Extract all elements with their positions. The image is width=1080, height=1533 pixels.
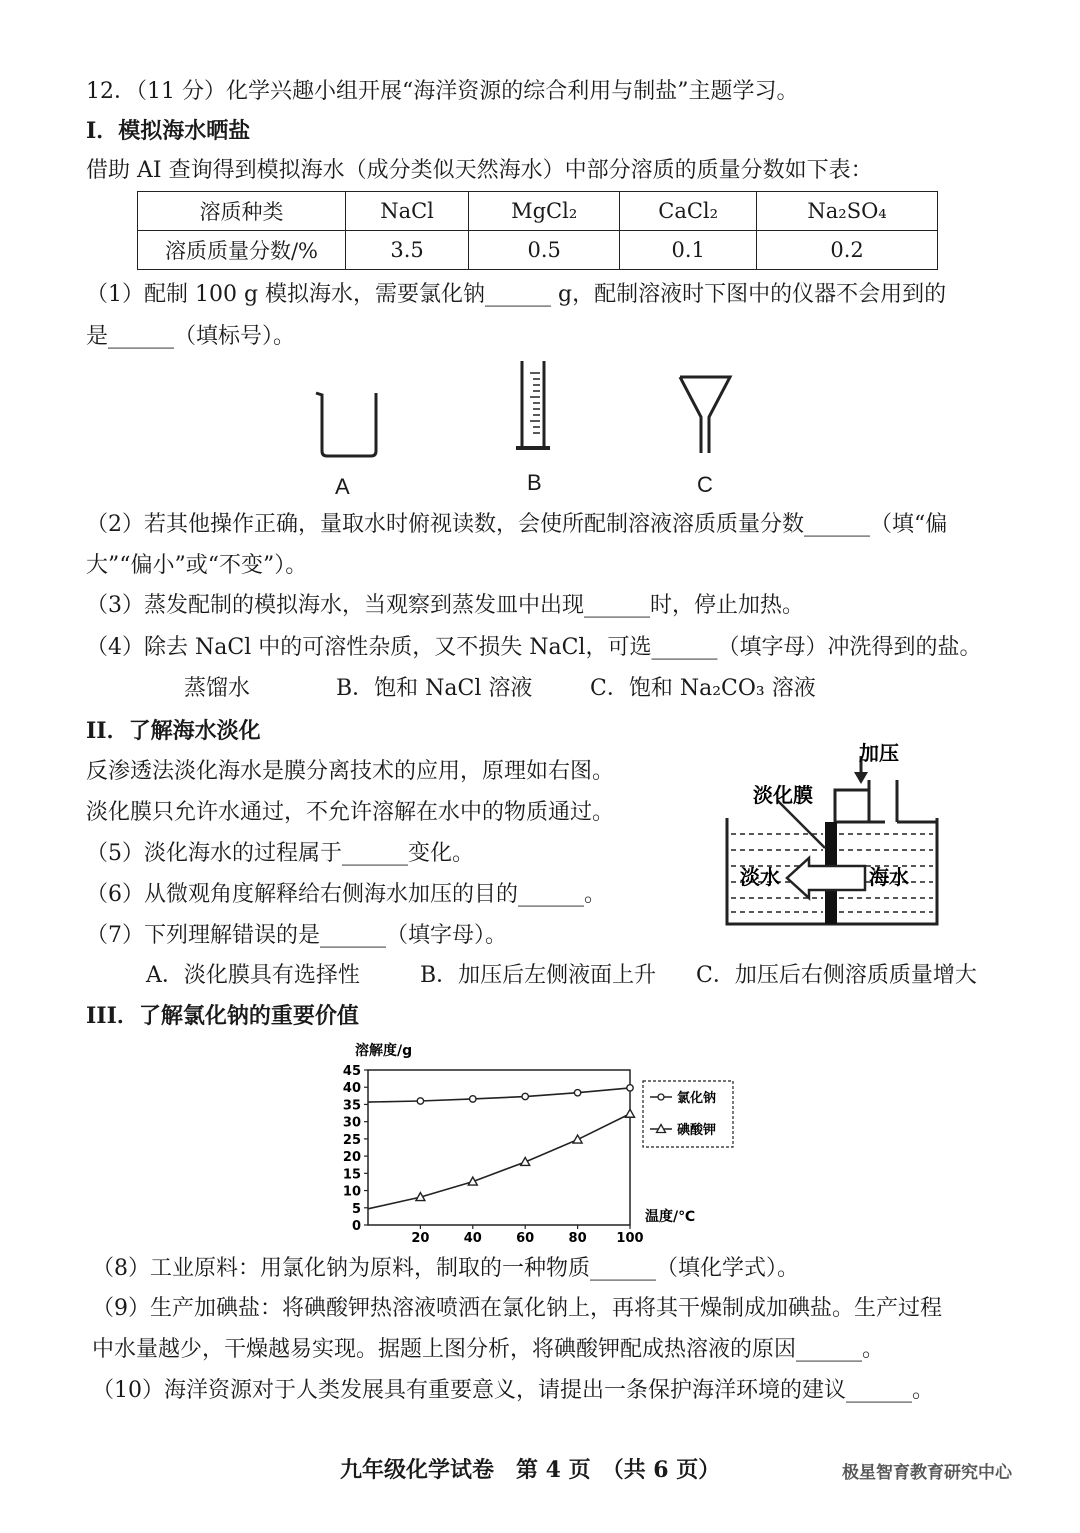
question-2-line-1: （2）若其他操作正确，量取水时俯视读数，会使所配制溶液溶质质量分数______（填“偏 <box>86 512 948 537</box>
page-footer: 九年级化学试卷 第 4 页 （共 6 页） <box>340 1457 721 1483</box>
section-2-line-1: 反渗透法淡化海水是膜分离技术的应用，原理如右图。 <box>86 759 615 784</box>
question-2-line-2: 大”“偏小”或“不变”）。 <box>86 553 308 578</box>
question-8: （8）工业原料：用氯化钠为原料，制取的一种物质______（填化学式）。 <box>92 1256 799 1281</box>
table-row <box>138 192 938 231</box>
table-cell: 溶质种类 <box>138 192 346 231</box>
y-tick-label: 45 <box>342 1064 361 1079</box>
y-tick-label: 15 <box>342 1167 361 1183</box>
y-tick-label: 30 <box>342 1115 361 1131</box>
solute-table <box>137 191 938 270</box>
question-12-title: 12．（11 分）化学兴趣小组开展“海洋资源的综合利用与制盐”主题学习。 <box>86 79 799 104</box>
data-point-circle <box>470 1096 476 1102</box>
question-10: （10）海洋资源对于人类发展具有重要意义，请提出一条保护海洋环境的建议______。 <box>92 1378 934 1403</box>
data-point-triangle <box>626 1109 635 1117</box>
question-7-option-b: B．加压后左侧液面上升 <box>420 963 657 988</box>
data-point-circle <box>417 1098 423 1104</box>
question-7-option-c: C．加压后右侧溶质质量增大 <box>696 963 977 988</box>
table-cell: 溶质质量分数/% <box>138 231 346 270</box>
apparatus-label-a: A <box>335 474 350 499</box>
data-point-circle <box>574 1090 580 1096</box>
x-tick-label: 20 <box>411 1231 430 1245</box>
beaker-icon <box>316 393 376 456</box>
x-tick-label: 40 <box>463 1231 482 1245</box>
seawater-label: 海水 <box>869 865 909 889</box>
graduated-cylinder-icon <box>516 361 550 448</box>
table-cell: CaCl₂ <box>620 192 757 231</box>
apparatus-figure <box>300 355 750 470</box>
legend-marker-circle <box>658 1094 664 1100</box>
section-3-heading: III．了解氯化钠的重要价值 <box>86 1003 359 1029</box>
plot-frame <box>368 1070 630 1225</box>
question-9-line-1: （9）生产加碘盐：将碘酸钾热溶液喷洒在氯化钠上，再将其干燥制成加碘盐。生产过程 <box>92 1296 942 1321</box>
question-5: （5）淡化海水的过程属于______变化。 <box>86 841 474 866</box>
question-4: （4）除去 NaCl 中的可溶性杂质，又不损失 NaCl，可选______（填字母）冲洗得到的盐。 <box>86 635 982 660</box>
data-point-triangle <box>573 1135 582 1143</box>
section-2-line-2: 淡化膜只允许水通过，不允许溶解在水中的物质通过。 <box>86 800 615 825</box>
data-point-circle <box>627 1085 633 1091</box>
pressure-label: 加压 <box>859 741 899 765</box>
data-point-circle <box>522 1093 528 1099</box>
question-4-option-c: C．饱和 Na₂CO₃ 溶液 <box>590 676 816 701</box>
table-cell: NaCl <box>346 192 469 231</box>
fresh-water-label: 淡水 <box>740 865 780 889</box>
table-cell: 0.5 <box>469 231 620 270</box>
y-tick-label: 25 <box>342 1132 361 1148</box>
question-6: （6）从微观角度解释给右侧海水加压的目的______。 <box>86 882 606 907</box>
table-cell: MgCl₂ <box>469 192 620 231</box>
solubility-chart <box>340 1035 740 1245</box>
table-cell: 3.5 <box>346 231 469 270</box>
table-cell: 0.2 <box>757 231 938 270</box>
chart-ylabel: 溶解度/g <box>355 1043 413 1059</box>
y-tick-label: 10 <box>342 1184 361 1200</box>
y-tick-label: 5 <box>351 1201 361 1217</box>
question-9-line-2: 中水量越少，干燥越易实现。据题上图分析，将碘酸钾配成热溶液的原因______。 <box>92 1337 885 1362</box>
table-cell: Na₂SO₄ <box>757 192 938 231</box>
question-1-line-2: 是______（填标号）。 <box>86 324 296 349</box>
question-7-option-a: A．淡化膜具有选择性 <box>146 963 360 988</box>
series-line-1 <box>368 1088 630 1102</box>
x-tick-label: 80 <box>568 1231 587 1245</box>
section-1-heading: I．模拟海水晒盐 <box>86 118 251 144</box>
x-tick-label: 60 <box>516 1231 535 1245</box>
watermark: 极星智育教育研究中心 <box>842 1463 1012 1483</box>
section-2-heading: II．了解海水淡化 <box>86 718 261 744</box>
funnel-icon <box>680 377 730 453</box>
series-line-2 <box>368 1114 630 1209</box>
y-tick-label: 0 <box>351 1219 361 1234</box>
question-4-option-a: 蒸馏水 <box>184 676 251 701</box>
y-tick-label: 40 <box>342 1081 361 1097</box>
x-tick-label: 100 <box>616 1231 644 1245</box>
desalination-diagram <box>715 738 955 938</box>
question-1-line-1: （1）配制 100 g 模拟海水，需要氯化钠______ g，配制溶液时下图中的仪器不会用到的 <box>86 282 947 307</box>
table-row <box>138 231 938 270</box>
y-tick-label: 35 <box>342 1098 361 1114</box>
membrane-label: 淡化膜 <box>753 783 813 807</box>
legend-label: 氯化钠 <box>677 1091 717 1106</box>
question-4-option-b: B．饱和 NaCl 溶液 <box>336 676 533 701</box>
table-cell: 0.1 <box>620 231 757 270</box>
chart-xlabel: 温度/℃ <box>645 1209 696 1225</box>
question-3: （3）蒸发配制的模拟海水，当观察到蒸发皿中出现______时，停止加热。 <box>86 593 804 618</box>
apparatus-label-b: B <box>527 470 542 495</box>
question-7: （7）下列理解错误的是______（填字母）。 <box>86 923 507 948</box>
legend-label: 碘酸钾 <box>677 1123 717 1138</box>
apparatus-label-c: C <box>697 472 713 497</box>
y-tick-label: 20 <box>342 1150 361 1166</box>
section-1-intro: 借助 AI 查询得到模拟海水（成分类似天然海水）中部分溶质的质量分数如下表： <box>86 158 873 183</box>
